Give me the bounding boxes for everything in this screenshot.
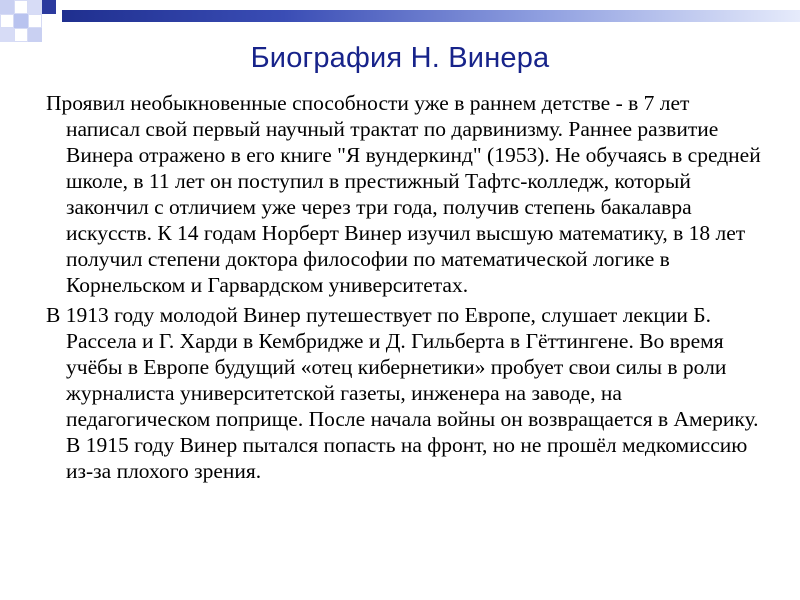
slide-body: [46, 90, 766, 484]
deco-square: [28, 14, 42, 28]
header-rule: [62, 10, 800, 22]
deco-square: [42, 0, 56, 14]
deco-square: [14, 14, 28, 28]
deco-square: [0, 14, 14, 28]
slide-title: Биография Н. Винера: [250, 42, 550, 74]
deco-square: [0, 0, 14, 14]
paragraph: В 1913 году молодой Винер путешествует по Европе, слушает лекции Б. Рассела и Г. Харди в Кембридже и Д. Гильберта в Гёттингене. Во время учёбы в Европе будущий «отец кибернетики» пробует свои силы в роли журналиста университетской газеты, инженера на заводе, на педагогическом поприще. После начала войны он возвращается в Америку. В 1915 году Винер пытался попасть на фронт, но не прошёл медкомиссию из-за плохого зрения.: [46, 303, 759, 483]
deco-square: [0, 28, 14, 42]
deco-square: [14, 28, 28, 42]
deco-square: [14, 0, 28, 14]
deco-square: [28, 28, 42, 42]
paragraph: Проявил необыкновенные способности уже в раннем детстве - в 7 лет написал свой первый научный трактат по дарвинизму. Раннее развитие Винера отражено в его книге "Я вундеркинд" (1953). Не обучаясь в средней школе, в 11 лет он поступил в престижный Тафтс-колледж, который закончил с отличием уже через три года, получив степень бакалавра искусств. К 14 годам Норберт Винер изучил высшую математику, в 18 лет получил степени доктора философии по математической логике в Корнельском и Гарвардском университетах.: [46, 91, 761, 297]
deco-square: [28, 0, 42, 14]
